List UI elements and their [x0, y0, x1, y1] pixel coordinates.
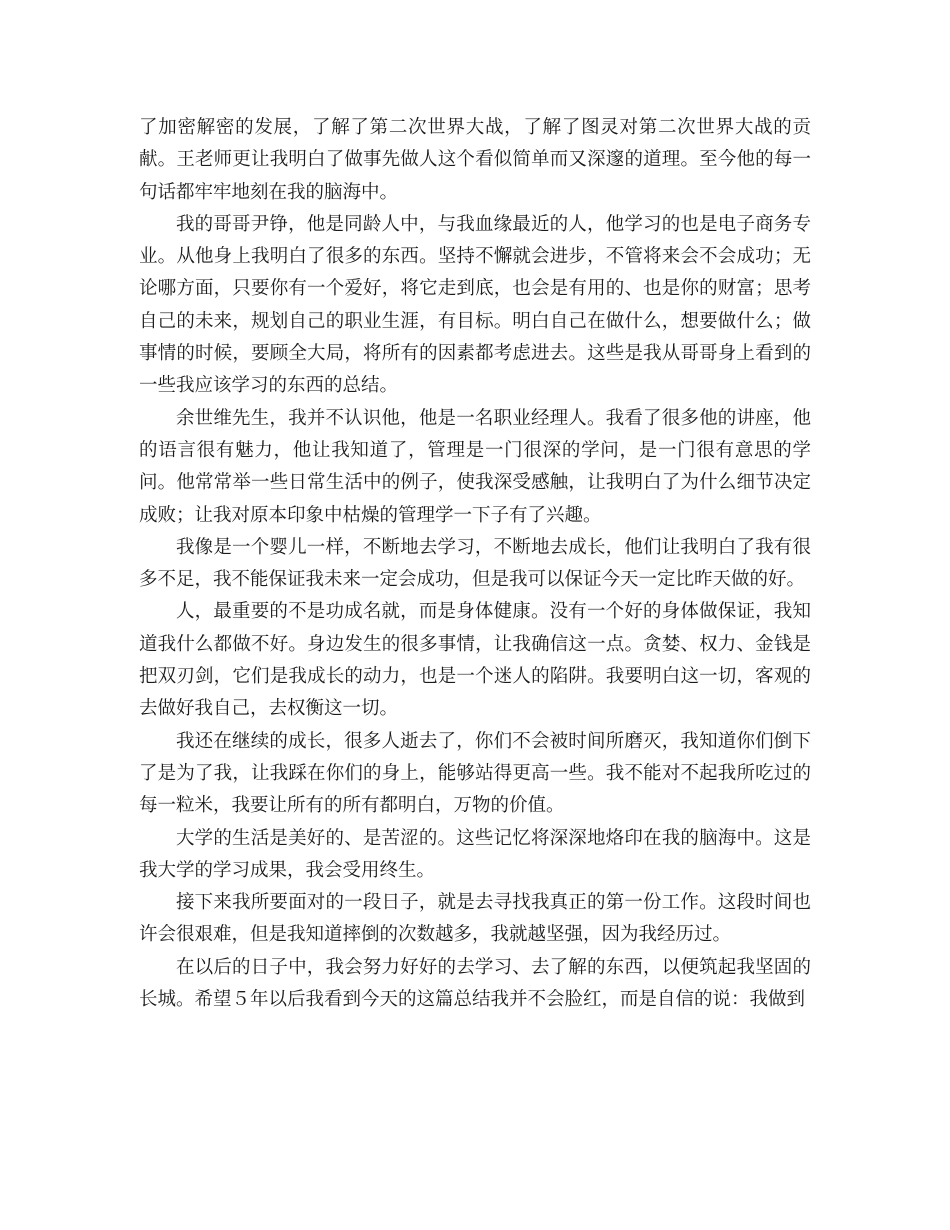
paragraph-health: 人，最重要的不是功成名就，而是身体健康。没有一个好的身体做保证，我知道我什么都做不好。身边发生的很多事情，让我确信这一点。贪婪、权力、金钱是把双刃剑，它们是我成长的动力，也是一个迷人的陷阱。我要明白这一切，客观的去做好我自己，去权衡这一切。	[139, 601, 811, 720]
paragraph-university-life: 大学的生活是美好的、是苦涩的。这些记忆将深深地烙印在我的脑海中。这是我大学的学习成果，我会受用终生。	[139, 827, 811, 881]
paragraph-brother: 我的哥哥尹铮，他是同龄人中，与我血缘最近的人，他学习的也是电子商务专业。从他身上我明白了很多的东西。坚持不懈就会进步，不管将来会不会成功；无论哪方面，只要你有一个爱好，将它走到底，也会是有用的、也是你的财富；思考自己的未来，规划自己的职业生涯，有目标。明白自己在做什么，想要做什么；做事情的时候，要顾全大局，将所有的因素都考虑进去。这些是我从哥哥身上看到的一些我应该学习的东西的总结。	[139, 213, 811, 397]
paragraph-future: 在以后的日子中，我会努力好好的去学习、去了解的东西，以便筑起我坚固的长城。希望５年以后我看到今天的这篇总结我并不会脸红，而是自信的说：我做到	[139, 956, 811, 1011]
paragraph-continuation: 了加密解密的发展，了解了第二次世界大战，了解了图灵对第二次世界大战的贡献。王老师更让我明白了做事先做人这个看似简单而又深邃的道理。至今他的每一句话都牢牢地刻在我的脑海中。	[139, 117, 811, 203]
paragraph-first-job: 接下来我所要面对的一段日子，就是去寻找我真正的第一份工作。这段时间也许会很艰难，但是我知道摔倒的次数越多，我就越坚强，因为我经历过。	[139, 892, 811, 946]
paragraph-learning: 我像是一个婴儿一样，不断地去学习，不断地去成长，他们让我明白了我有很多不足，我不能保证我未来一定会成功，但是我可以保证今天一定比昨天做的好。	[139, 536, 811, 591]
document-body	[139, 112, 811, 1016]
paragraph-growth: 我还在继续的成长，很多人逝去了，你们不会被时间所磨灭，我知道你们倒下了是为了我，让我踩在你们的身上，能够站得更高一些。我不能对不起我所吃过的每一粒米，我要让所有的所有都明白，万物的价值。	[139, 730, 811, 817]
paragraph-yu-shiwei: 余世维先生，我并不认识他，他是一名职业经理人。我看了很多他的讲座，他的语言很有魅力，他让我知道了，管理是一门很深的学问，是一门很有意思的学问。他常常举一些日常生活中的例子，使我深受感触，让我明白了为什么细节决定成败；让我对原本印象中枯燥的管理学一下子有了兴趣。	[139, 407, 811, 526]
